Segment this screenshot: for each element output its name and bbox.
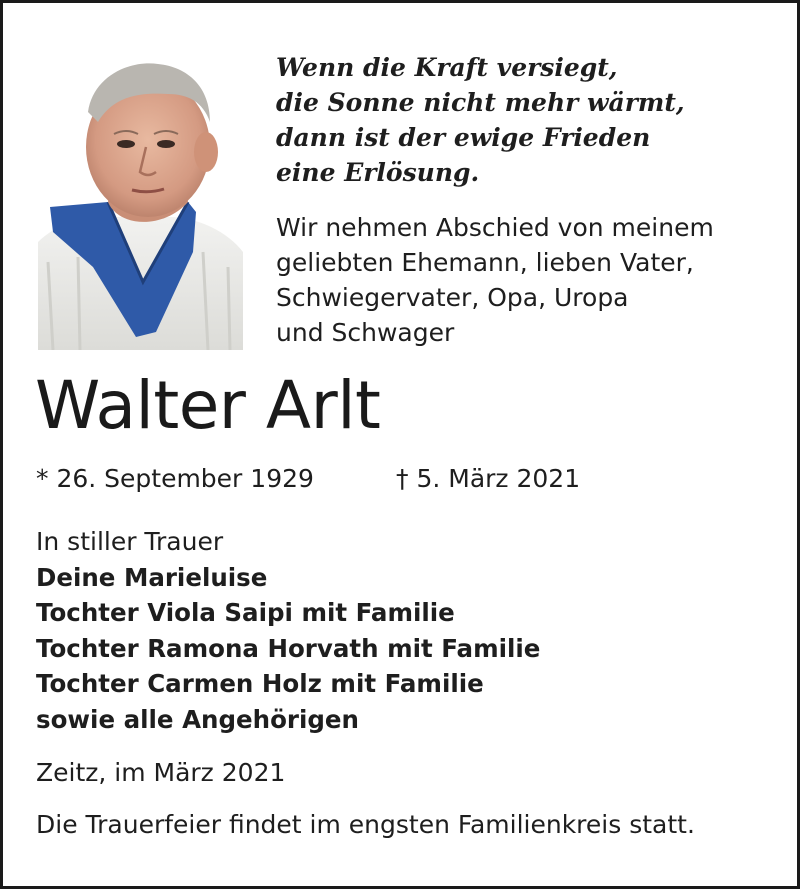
- poem-line: eine Erlösung.: [276, 158, 480, 187]
- intro-line: Wir nehmen Abschied von meinem: [276, 213, 714, 242]
- mourners-list: [36, 524, 776, 737]
- farewell-intro: [276, 210, 776, 350]
- ceremony-note: Die Trauerfeier findet im engsten Familienkreis statt.: [36, 810, 695, 839]
- mourner-name: sowie alle Angehörigen: [36, 704, 359, 734]
- mourning-intro: In stiller Trauer: [36, 527, 224, 556]
- poem-line: die Sonne nicht mehr wärmt,: [276, 88, 685, 117]
- mourner-name: Tochter Carmen Holz mit Familie: [36, 669, 484, 698]
- life-dates: [36, 462, 776, 496]
- mourner-name: Tochter Viola Saipi mit Familie: [36, 598, 455, 627]
- death-date: † 5. März 2021: [396, 464, 581, 493]
- portrait-photo: [38, 52, 243, 350]
- place-date: Zeitz, im März 2021: [36, 758, 286, 787]
- mourner-name: Deine Marieluise: [36, 562, 268, 592]
- intro-line: Schwiegervater, Opa, Uropa: [276, 283, 629, 312]
- poem-line: Wenn die Kraft versiegt,: [276, 53, 618, 82]
- intro-line: und Schwager: [276, 318, 455, 347]
- poem-line: dann ist der ewige Frieden: [276, 123, 651, 152]
- poem-verse: [276, 50, 776, 190]
- deceased-name: Walter Arlt: [35, 367, 381, 444]
- intro-line: geliebten Ehemann, lieben Vater,: [276, 248, 694, 277]
- mourner-name: Tochter Ramona Horvath mit Familie: [36, 633, 541, 663]
- birth-date: * 26. September 1929: [36, 464, 314, 493]
